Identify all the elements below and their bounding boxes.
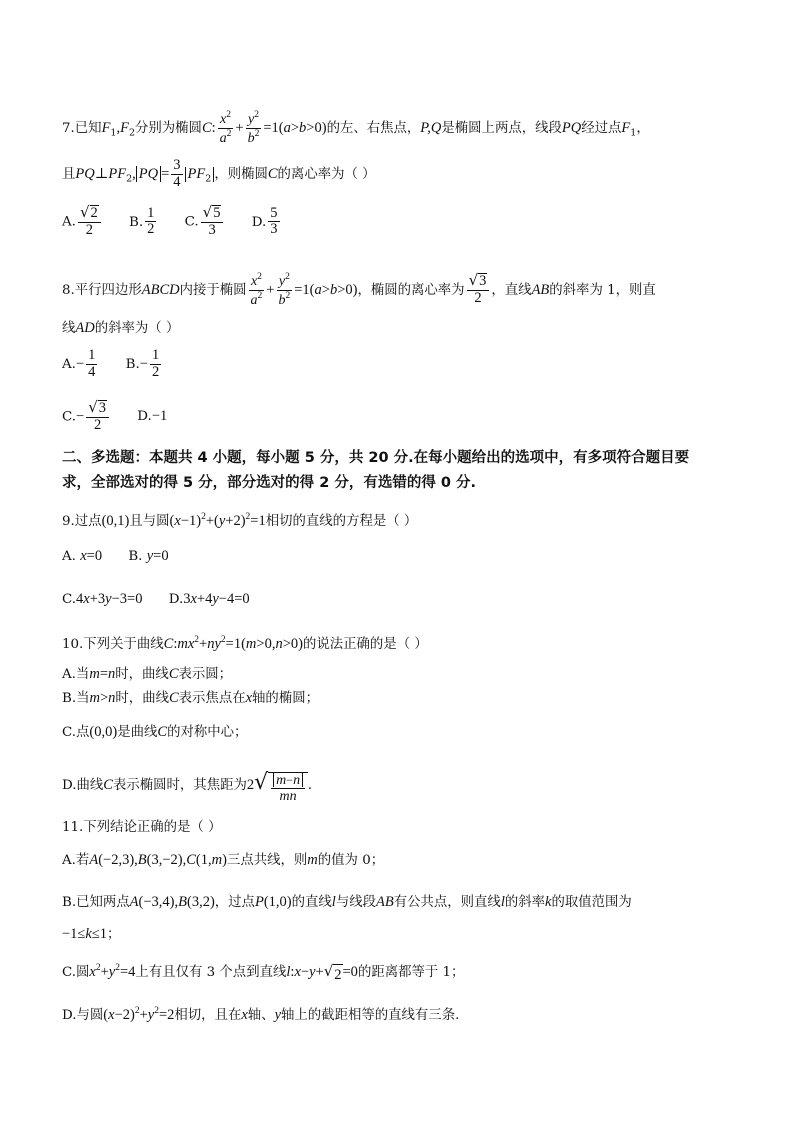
- q10-option-d: D.曲线C表示椭圆时，其焦距为2 √ $\frac{m-n}{mn}$ .: [62, 770, 312, 805]
- q7-options: [62, 205, 304, 239]
- q8-options-cd: [62, 400, 189, 434]
- q8-option-a: A.− $\frac{1}{4}$: [62, 347, 96, 380]
- fraction: $\frac{y^2}{b^2}$: [247, 110, 260, 146]
- q10-stem: 10.下列关于曲线$C:mx^2+ny^2=1(m>0,n>0)$的说法正确的是（ ）: [62, 635, 428, 652]
- section-heading-line2: 求，全部选对的得 5 分，部分选对的得 2 分，有选错的得 0 分.: [62, 475, 477, 491]
- q11-option-b-line2: −1≤k≤1；: [62, 926, 121, 942]
- q7-option-b: B. $\frac{1}{2}$: [129, 204, 155, 238]
- q9-option-d: D.3x+4y−4=0: [168, 591, 250, 607]
- q8-options-ab: [62, 348, 185, 381]
- section-heading-line1: 二、多选题：本题共 4 小题，每小题 5 分，共 20 分.在每小题给出的选项中，有多项符合题目要: [62, 450, 690, 466]
- q9-options-cd: [62, 589, 272, 610]
- q7-option-d: D. $\frac{5}{3}$: [251, 204, 278, 238]
- q9-option-b: B. y=0: [128, 548, 169, 564]
- q9-option-c: C.4x+3y−3=0: [62, 591, 143, 607]
- fraction: $\frac{x^2}{a^2}$: [219, 110, 232, 146]
- q11-option-a: A.若A(−2,3),B(3,−2),C(1,m)三点共线，则m的值为 0；: [62, 852, 385, 868]
- q9-stem: 9.过点(0,1)且与圆$(x-1)^2+(y+2)^2=1$相切的直线的方程是（ ）: [62, 512, 418, 529]
- q11-stem: 11.下列结论正确的是（ ）: [62, 820, 222, 835]
- q8-option-b: B.− $\frac{1}{2}$: [125, 347, 160, 380]
- q8-line1: 8.平行四边形ABCD内接于椭圆 $\frac{x^2}{a^2}$ + $\frac{y^2}{b^2}$ =1(a>b>0)，椭圆的离心率为 √ 3 2 ，直线AB的斜率为 1，则直: [62, 271, 656, 308]
- q10-option-b: B.当m>n时，曲线C表示焦点在x轴的椭圆；: [62, 690, 319, 706]
- q8-option-c: C.− √ 3 2: [62, 400, 111, 434]
- q10-option-a: A.当m=n时，曲线C表示圆；: [62, 666, 233, 682]
- q8-option-d: D.−1: [137, 408, 168, 425]
- q11-option-c: C.圆$x^2+y^2=4$上有且仅有 3 个点到直线l:x−y+ √ 2 =0的距离都等于 1；: [62, 961, 465, 983]
- q11-option-d: D.与圆$(x-2)^2+y^2=2$相切，且在x轴、y轴上的截距相等的直线有三条.: [62, 1006, 460, 1023]
- fraction: $\frac{3}{4}$: [173, 157, 181, 190]
- q8-line2: 线AD的斜率为（ ）: [62, 320, 180, 336]
- q11-option-b-line1: B.已知两点A(−3,4),B(3,2)，过点P(1,0)的直线l与线段AB有公共点，则直线l的斜率k的取值范围为: [62, 894, 632, 910]
- q7-line2: 且$PQ\perp PF_2$, PQ = $\frac{3}{4}$ $PF_2$ ，则椭圆C的离心率为（ ）: [62, 157, 376, 190]
- q7-line1: 7.已知$F_1,F_2$分别为椭圆C: $\frac{x^2}{a^2}$ + $\frac{y^2}{b^2}$ =1(a>b>0)的左、右焦点，P,Q是椭圆上两点，线段PQ经过点$F_1$，: [62, 110, 650, 146]
- q9-options-ab: [62, 546, 191, 567]
- q7-option-a: A. √ 2 2: [62, 205, 103, 239]
- q7-option-c: C. √ 5 3: [185, 205, 226, 239]
- q9-option-a: A. x=0: [62, 548, 103, 564]
- q10-option-c: C.点(0,0)是曲线C的对称中心；: [62, 724, 248, 740]
